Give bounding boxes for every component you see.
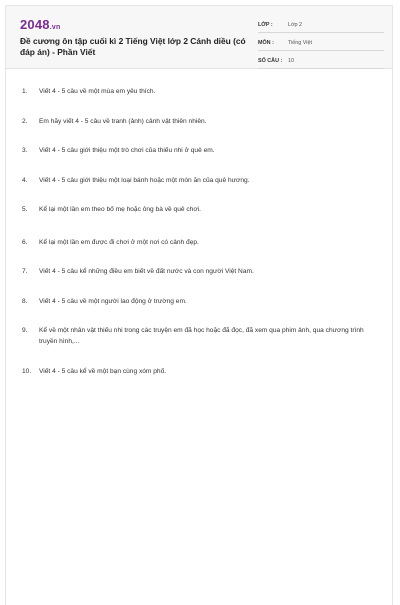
document-title: Đề cương ôn tập cuối kì 2 Tiếng Việt lớp 2 Cánh diều (có đáp án) - Phần Viết — [20, 36, 246, 57]
question-text: Viết 4 - 5 câu giới thiệu một loại bánh hoặc một món ăn của quê hương. — [39, 177, 250, 184]
meta-subject-key: MÔN : — [258, 40, 274, 46]
question-number: 2. — [22, 118, 28, 125]
meta-grade-value: Lớp 2 — [288, 22, 303, 28]
question-number: 4. — [22, 177, 28, 184]
logo-text: 2048 — [20, 17, 50, 32]
question-number: 6. — [22, 239, 28, 246]
question-item — [22, 325, 378, 347]
meta-grade — [258, 18, 384, 33]
question-item — [22, 204, 378, 215]
question-item — [22, 296, 378, 307]
question-item — [22, 116, 378, 127]
question-text: Em hãy viết 4 - 5 câu về tranh (ảnh) cảnh vật thiên nhiên. — [39, 118, 207, 125]
question-number: 1. — [22, 88, 28, 95]
question-number: 3. — [22, 147, 28, 154]
question-text: Viết 4 - 5 câu về một người lao động ở trường em. — [39, 298, 187, 305]
meta-count-value: 10 — [288, 58, 294, 64]
document-header — [6, 6, 392, 69]
question-item — [22, 175, 378, 186]
site-logo[interactable] — [20, 17, 60, 32]
meta-subject — [258, 36, 384, 51]
question-number: 8. — [22, 298, 28, 305]
question-text: Viết 4 - 5 câu kể về một bạn cùng xóm phố. — [39, 368, 167, 375]
meta-info — [258, 18, 384, 72]
question-text: Viết 4 - 5 câu giới thiệu một trò chơi của thiếu nhi ở quê em. — [39, 147, 215, 154]
logo-tld: .vn — [49, 24, 61, 31]
question-number: 5. — [22, 206, 28, 213]
document-page — [5, 5, 393, 605]
question-item — [22, 237, 378, 248]
question-text: Kể về một nhân vật thiếu nhi trong các truyện em đã học hoặc đã đọc, đã xem qua phim ảnh, qua chương trình truyền hình,... — [39, 327, 364, 345]
question-item — [22, 86, 378, 97]
question-item — [22, 366, 378, 377]
question-text: Kể lại một lần em theo bố mẹ hoặc ông bà về quê chơi. — [39, 206, 201, 213]
question-item — [22, 145, 378, 156]
question-item — [22, 266, 378, 277]
question-text: Kể lại một lần em được đi chơi ở một nơi có cảnh đẹp. — [39, 239, 199, 246]
meta-count — [258, 54, 384, 69]
question-text: Viết 4 - 5 câu về một mùa em yêu thích. — [39, 88, 156, 95]
question-number: 9. — [22, 327, 28, 334]
question-number: 10. — [22, 368, 32, 375]
meta-count-key: SỐ CÂU : — [258, 58, 283, 64]
question-text: Viết 4 - 5 câu kể những điều em biết về đất nước và con người Việt Nam. — [39, 268, 254, 275]
question-number: 7. — [22, 268, 28, 275]
meta-grade-key: LỚP : — [258, 22, 273, 28]
meta-subject-value: Tiếng Việt — [288, 40, 312, 46]
